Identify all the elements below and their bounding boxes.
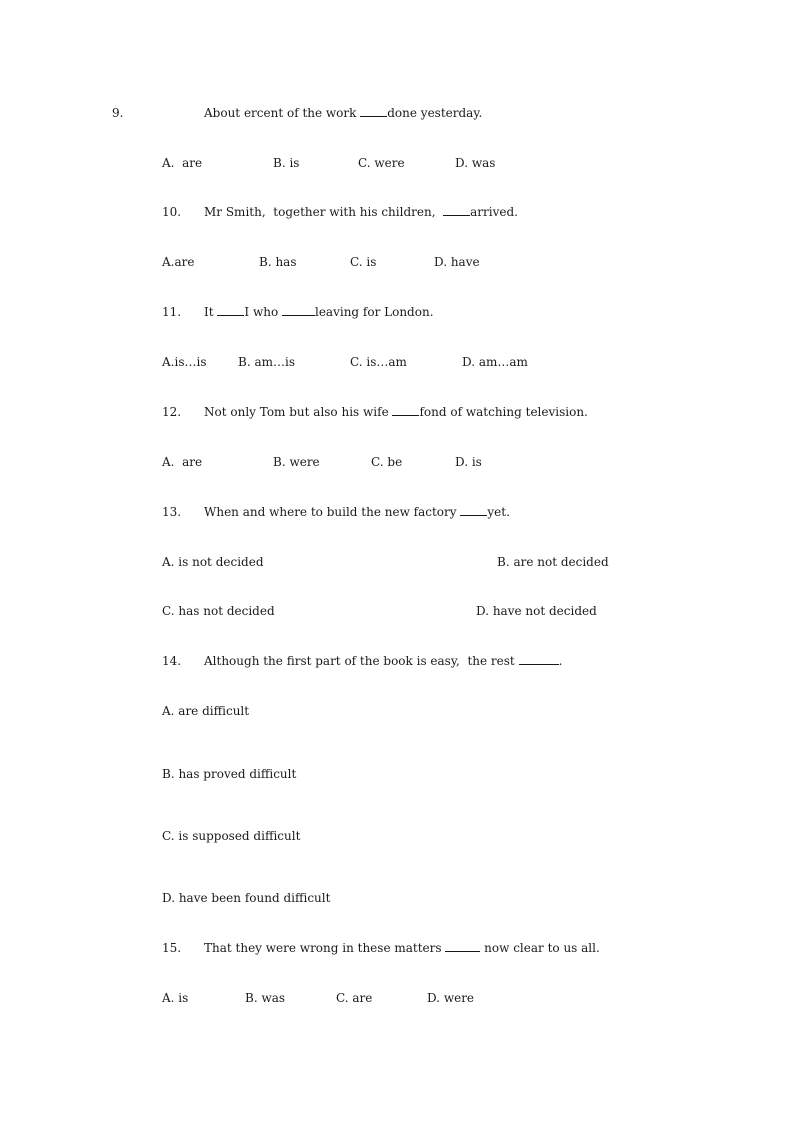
stem-text: now clear to us all. [480, 941, 600, 955]
question-number: 14. [162, 654, 182, 668]
option-c: C. were [358, 156, 405, 170]
question-number: 10. [162, 205, 182, 219]
option-a: A.is…is [162, 355, 207, 369]
answer-blank [519, 653, 559, 665]
stem-text: I who [244, 305, 282, 319]
option-b: B. am…is [238, 355, 295, 369]
question-number: 15. [162, 941, 182, 955]
option-a: A.are [162, 255, 195, 269]
question-number: 9. [112, 106, 124, 120]
question-stem [204, 204, 518, 220]
stem-text: When and where to build the new factory [204, 505, 461, 519]
stem-text: It [204, 305, 218, 319]
question-stem [204, 653, 562, 669]
question-stem [204, 105, 482, 121]
question-stem [204, 404, 588, 420]
stem-text: fond of watching television. [419, 405, 588, 419]
option-c: C. is…am [350, 355, 407, 369]
stem-text: Although the first part of the book is easy, the rest [204, 654, 519, 668]
question-number: 11. [162, 305, 182, 319]
stem-text: yet. [487, 505, 510, 519]
stem-text: leaving for London. [314, 305, 434, 319]
answer-blank [443, 204, 470, 216]
answer-blank [460, 504, 487, 516]
stem-text: . [558, 654, 563, 668]
stem-text: Not only Tom but also his wife [204, 405, 393, 419]
question-stem [204, 304, 434, 320]
option-b: B. is [273, 156, 300, 170]
answer-blank [392, 404, 419, 416]
option-b: B. has proved difficult [162, 767, 297, 781]
option-b: B. was [245, 991, 286, 1005]
stem-text: done yesterday. [387, 106, 483, 120]
question-number: 13. [162, 505, 182, 519]
stem-text: That they were wrong in these matters [204, 941, 446, 955]
option-c: C. has not decided [162, 604, 275, 618]
answer-blank [360, 105, 387, 117]
option-b: B. are not decided [497, 555, 609, 569]
answer-blank [282, 304, 315, 316]
option-c: C. are [336, 991, 373, 1005]
option-d: D. have not decided [476, 604, 597, 618]
option-c: C. is supposed difficult [162, 829, 301, 843]
option-a: A. are [162, 156, 203, 170]
option-d: D. am…am [462, 355, 528, 369]
option-a: A. is not decided [162, 555, 264, 569]
question-stem [204, 504, 510, 520]
option-a: A. are [162, 455, 203, 469]
option-c: C. is [350, 255, 377, 269]
question-number: 12. [162, 405, 182, 419]
question-stem [204, 940, 600, 956]
option-d: D. have [434, 255, 480, 269]
option-d: D. is [455, 455, 482, 469]
option-d: D. was [455, 156, 496, 170]
option-b: B. has [259, 255, 297, 269]
option-d: D. have been found difficult [162, 891, 331, 905]
option-a: A. is [162, 991, 189, 1005]
stem-text: Mr Smith, together with his children, [204, 205, 444, 219]
option-a: A. are difficult [162, 704, 250, 718]
option-b: B. were [273, 455, 320, 469]
stem-text: About ercent of the work [204, 106, 361, 120]
option-d: D. were [427, 991, 475, 1005]
stem-text: arrived. [470, 205, 518, 219]
answer-blank [445, 940, 480, 952]
answer-blank [217, 304, 244, 316]
option-c: C. be [371, 455, 403, 469]
